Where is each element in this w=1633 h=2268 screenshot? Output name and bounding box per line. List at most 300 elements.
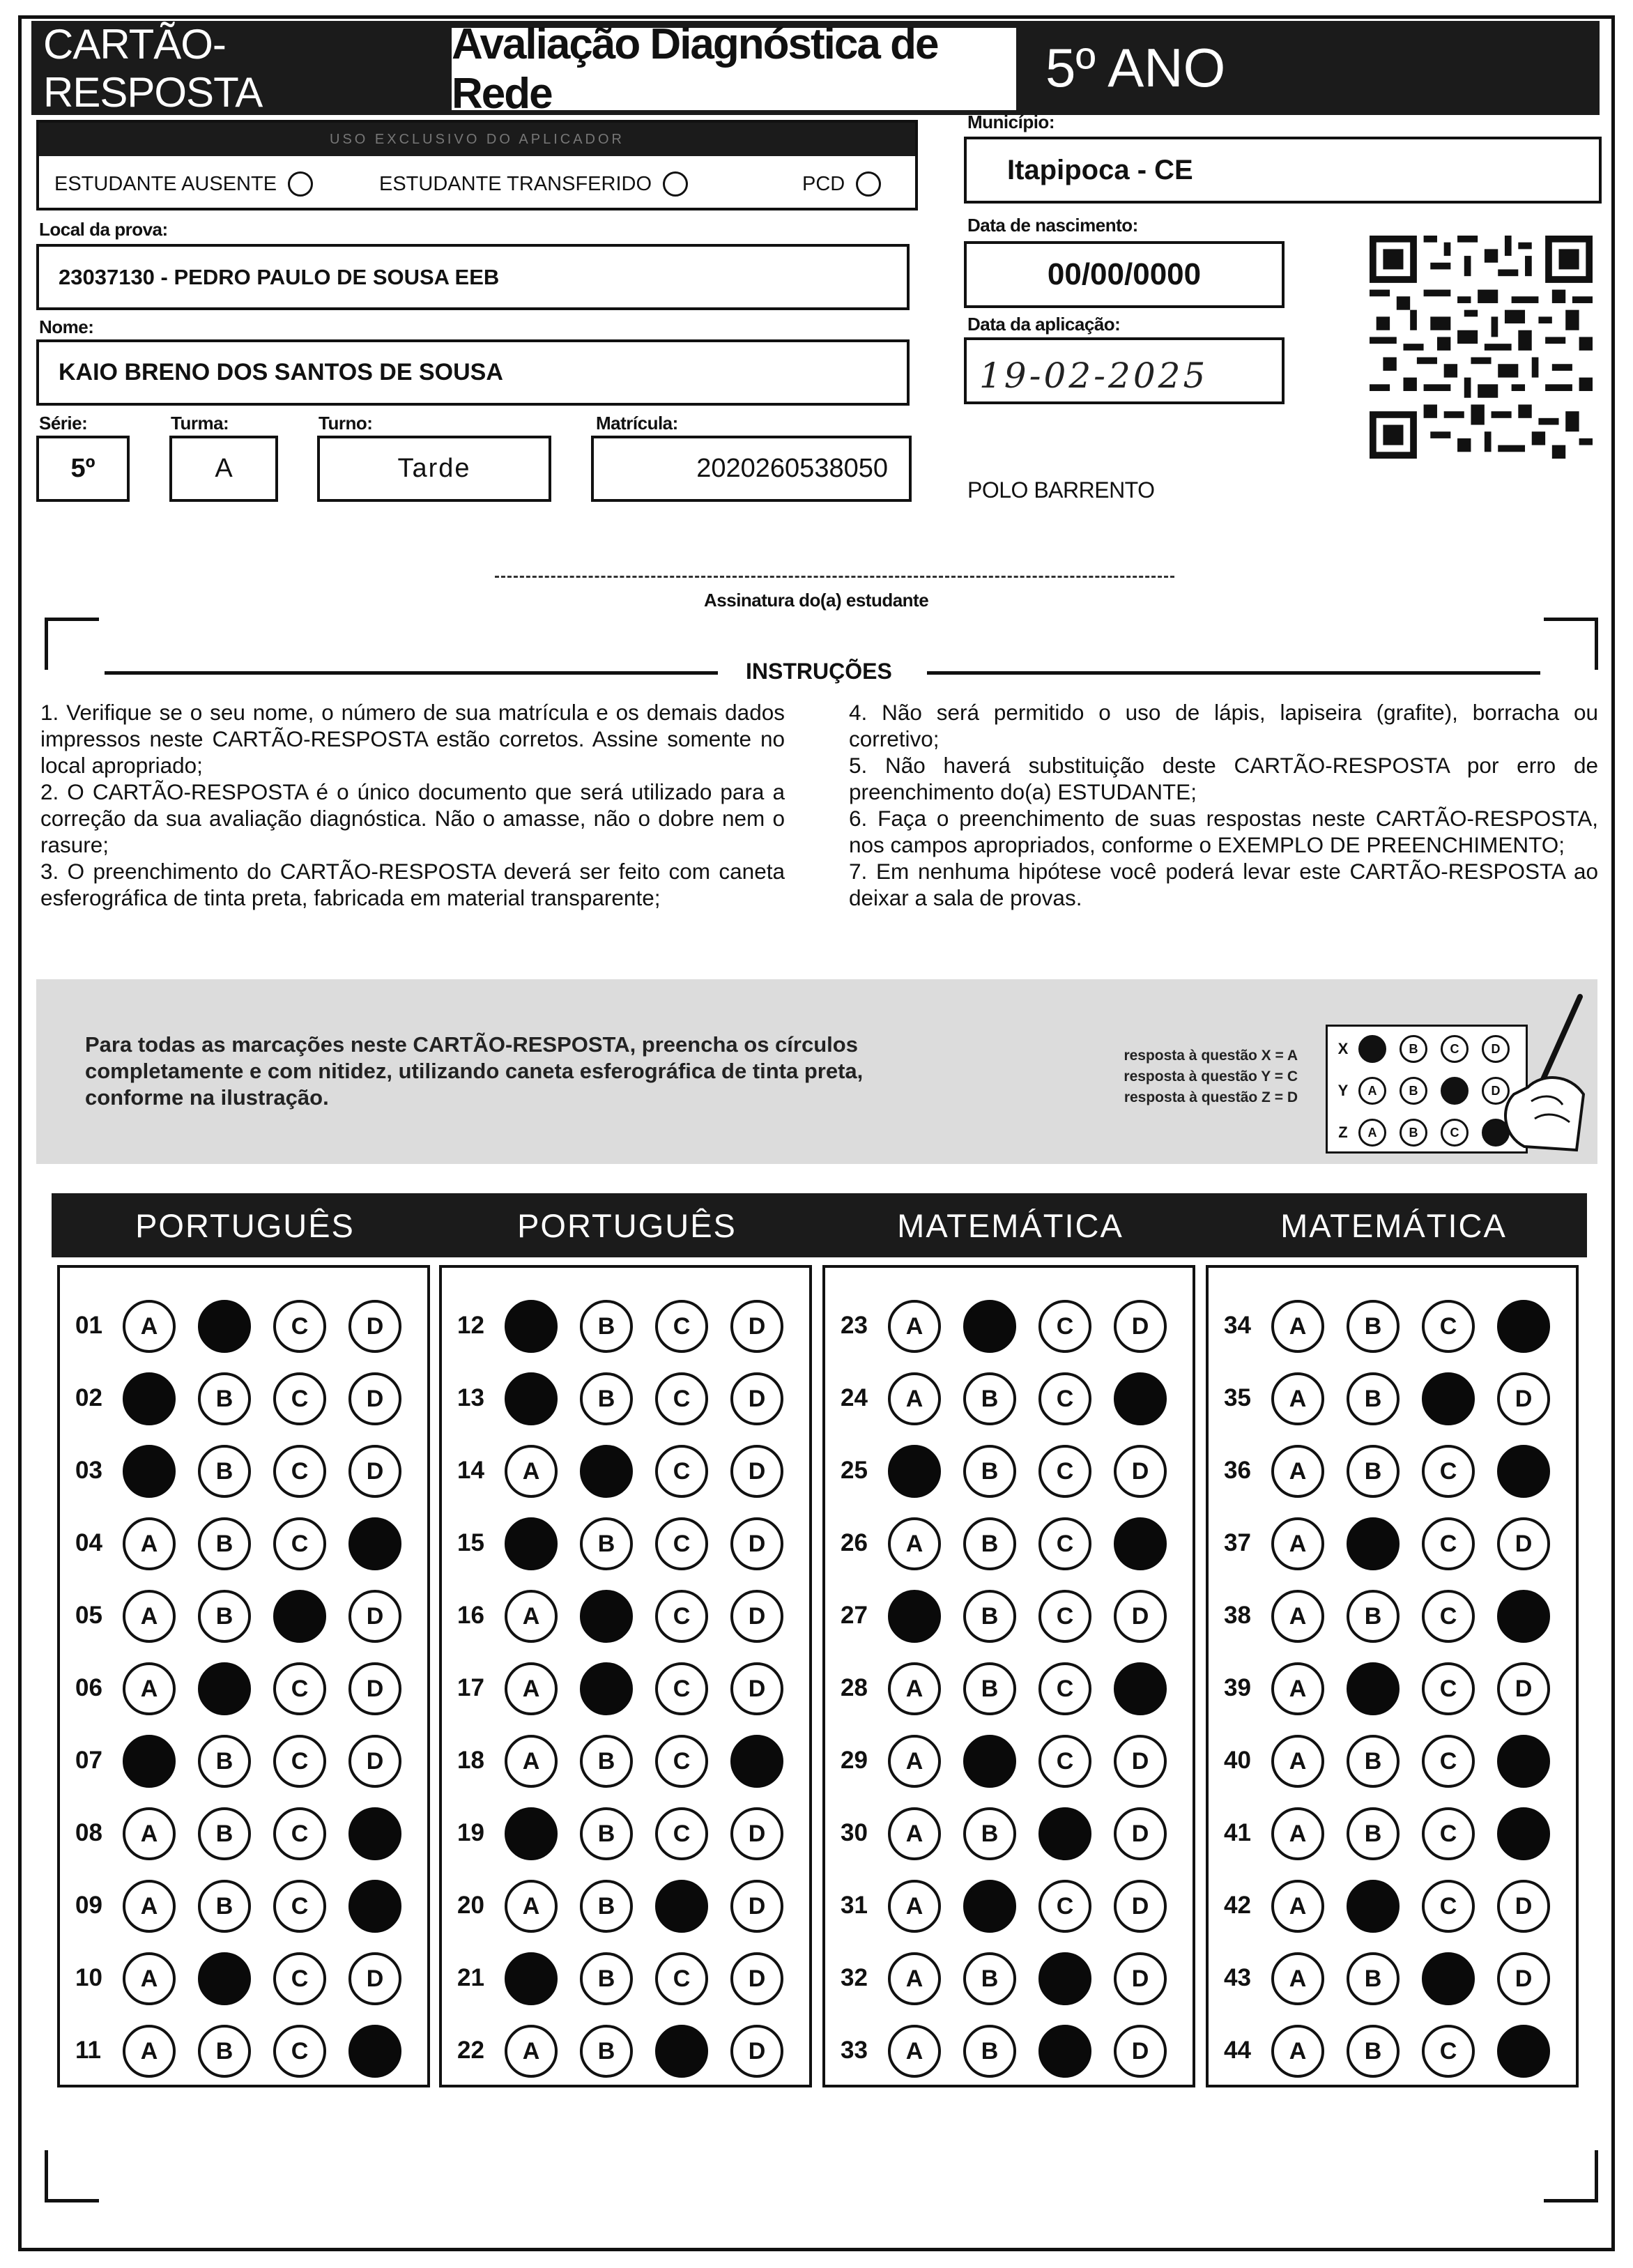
question-number: 07 [75,1747,102,1774]
answer-bubble-c[interactable]: C [1422,1662,1475,1715]
example-legend-y: resposta à questão Y = C [1124,1068,1298,1085]
answer-bubble-b[interactable]: B [963,1662,1016,1715]
example-bubble: C [1441,1035,1469,1063]
answer-bubble-b[interactable] [580,1662,633,1715]
answer-bubble-b[interactable]: B [963,1590,1016,1643]
transferred-label: ESTUDANTE TRANSFERIDO [379,172,652,195]
absent-label: ESTUDANTE AUSENTE [54,172,277,195]
answer-bubble-a[interactable]: A [505,1735,558,1788]
answer-bubble-a[interactable]: A [888,1735,941,1788]
answer-bubble-c[interactable]: C [1038,1517,1091,1570]
question-row [60,1584,427,1647]
answer-bubble-c[interactable] [1422,1372,1475,1425]
answer-bubble-b[interactable]: B [198,2025,251,2078]
answer-bubble-d[interactable] [1497,1300,1550,1353]
instruction-2: 2. O CARTÃO-RESPOSTA é o único documento que será utilizado para a correção da sua avaliação diagnóstica. Não o amasse, não o dobre nem o rasure; [40,779,785,857]
answer-bubble-d[interactable]: D [348,1300,401,1353]
question-number: 04 [75,1529,102,1556]
question-row [60,1367,427,1430]
answer-bubble-d[interactable]: D [730,1662,783,1715]
answer-bubble-d[interactable]: D [1114,2025,1167,2078]
fill-example [36,979,1597,1164]
absent-option[interactable] [54,171,313,197]
question-number: 11 [75,2037,101,2064]
answer-bubble-d[interactable]: D [348,1662,401,1715]
answer-bubble-c[interactable]: C [1422,1445,1475,1498]
aplicacao-handwritten: 19-02-2025 [979,355,1209,396]
question-number: 08 [75,1819,102,1846]
question-row [1209,1947,1576,2009]
answer-bubble-d[interactable]: D [1114,1445,1167,1498]
question-number: 26 [841,1529,868,1556]
question-row [1209,1802,1576,1864]
answer-bubble-c[interactable]: C [273,1735,326,1788]
pen-hand-icon [1493,990,1590,1157]
instructions-rule-right [927,671,1540,675]
answer-bubble-a[interactable] [888,1445,941,1498]
answer-bubble-c[interactable]: C [273,1807,326,1860]
answer-bubble-c[interactable]: C [1422,1807,1475,1860]
instructions-rule-left [105,671,718,675]
answer-bubble-a[interactable]: A [1271,1880,1324,1933]
answer-bubble-a[interactable] [505,1372,558,1425]
answer-bubble-d[interactable] [348,2025,401,2078]
question-row [825,1947,1193,2009]
answer-bubble-b[interactable]: B [1347,1952,1400,2005]
question-number: 36 [1224,1457,1251,1484]
answer-bubble-d[interactable]: D [1497,1517,1550,1570]
answer-bubble-b[interactable] [580,1590,633,1643]
answer-bubble-b[interactable]: B [1347,2025,1400,2078]
answer-bubble-d[interactable]: D [1497,1662,1550,1715]
answer-bubble-b[interactable]: B [1347,1372,1400,1425]
example-legend-z: resposta à questão Z = D [1124,1089,1298,1105]
question-row [1209,1294,1576,1357]
answer-bubble-d[interactable]: D [1497,1372,1550,1425]
answer-bubble-b[interactable] [198,1952,251,2005]
question-number: 41 [1224,1819,1251,1846]
instruction-3: 3. O preenchimento do CARTÃO-RESPOSTA deverá ser feito com caneta esferográfica de tinta preta, fabricada em material transparente; [40,859,785,910]
question-number: 34 [1224,1312,1251,1339]
question-row [60,1657,427,1719]
answer-bubble-b[interactable] [963,1735,1016,1788]
answer-bubble-c[interactable]: C [1422,1517,1475,1570]
answer-bubble-a[interactable]: A [1271,1517,1324,1570]
matricula-field: 2020260538050 [591,436,912,502]
answer-bubble-c[interactable]: C [1422,1735,1475,1788]
answer-bubble-d[interactable] [1497,2025,1550,2078]
polo-label: POLO BARRENTO [967,477,1155,503]
answer-bubble-b[interactable]: B [580,1880,633,1933]
answer-bubble-b[interactable]: B [580,1952,633,2005]
answer-bubble-c[interactable] [1038,2025,1091,2078]
example-legend [1033,1045,1298,1108]
answer-bubble-a[interactable] [505,1517,558,1570]
answer-bubble-a[interactable]: A [123,1590,176,1643]
answer-bubble-d[interactable]: D [1114,1590,1167,1643]
question-row [60,1874,427,1937]
aplicacao-label: Data da aplicação: [967,314,1121,335]
answer-bubble-c[interactable]: C [655,1662,708,1715]
answer-bubble-d[interactable]: D [1497,1880,1550,1933]
answer-bubble-a[interactable]: A [888,1662,941,1715]
answer-bubble-c[interactable]: C [1038,1445,1091,1498]
example-bubble: C [1441,1119,1469,1147]
answer-bubble-a[interactable]: A [505,1590,558,1643]
answer-bubble-d[interactable]: D [730,1807,783,1860]
answer-bubble-d[interactable]: D [730,1372,783,1425]
answer-bubble-c[interactable]: C [1422,1590,1475,1643]
answer-bubble-b[interactable]: B [580,2025,633,2078]
answer-bubble-d[interactable] [1114,1372,1167,1425]
question-row [442,1294,809,1357]
exam-title: Avaliação Diagnóstica de Rede [452,28,1016,110]
answer-bubble-d[interactable]: D [1497,1952,1550,2005]
answer-bubble-b[interactable]: B [198,1372,251,1425]
turma-label: Turma: [171,413,229,434]
answer-bubble-d[interactable] [348,1880,401,1933]
answer-bubble-c[interactable]: C [273,2025,326,2078]
answer-bubble-c[interactable]: C [273,1372,326,1425]
answer-bubble-c[interactable]: C [1038,1590,1091,1643]
answer-bubble-c[interactable]: C [655,1517,708,1570]
answer-section [57,1265,430,2087]
question-row [825,1439,1193,1502]
turno-label: Turno: [319,413,373,434]
question-number: 17 [457,1674,484,1701]
answer-bubble-b[interactable]: B [198,1517,251,1570]
question-row [60,1802,427,1864]
question-number: 18 [457,1747,484,1774]
answer-bubble-b[interactable] [580,1445,633,1498]
answer-bubble-b[interactable]: B [1347,1807,1400,1860]
answer-bubble-a[interactable]: A [505,1880,558,1933]
answer-bubble-d[interactable] [1497,1735,1550,1788]
answer-bubble-d[interactable] [1497,1807,1550,1860]
answer-bubble-d[interactable]: D [348,1735,401,1788]
answer-bubble-b[interactable]: B [580,1807,633,1860]
answer-bubble-a[interactable]: A [888,1880,941,1933]
answer-bubble-d[interactable]: D [348,1590,401,1643]
answer-bubble-a[interactable] [505,1952,558,2005]
answer-bubble-c[interactable]: C [1422,1880,1475,1933]
example-bubble: A [1358,1119,1386,1147]
pcd-option[interactable] [802,171,881,197]
answer-bubble-b[interactable]: B [963,1372,1016,1425]
answer-bubble-c[interactable]: C [655,1445,708,1498]
question-row [60,1729,427,1792]
answer-bubble-b[interactable]: B [1347,1445,1400,1498]
answer-bubble-c[interactable]: C [273,1880,326,1933]
answer-bubble-b[interactable] [1347,1662,1400,1715]
question-number: 02 [75,1384,102,1411]
question-row [60,1439,427,1502]
answer-bubble-a[interactable]: A [505,2025,558,2078]
answer-bubble-d[interactable] [1114,1517,1167,1570]
answer-bubble-b[interactable]: B [1347,1735,1400,1788]
answer-bubble-d[interactable] [1497,1590,1550,1643]
answer-bubble-a[interactable]: A [123,2025,176,2078]
nascimento-field: 00/00/0000 [964,241,1285,308]
answer-bubble-b[interactable]: B [963,2025,1016,2078]
answer-bubble-a[interactable]: A [888,1300,941,1353]
question-row [825,1657,1193,1719]
answer-bubble-d[interactable]: D [1114,1952,1167,2005]
question-number: 24 [841,1384,868,1411]
question-number: 28 [841,1674,868,1701]
example-row-label: Z [1338,1124,1348,1141]
answer-bubble-a[interactable]: A [1271,1300,1324,1353]
question-number: 37 [1224,1529,1251,1556]
answer-bubble-c[interactable]: C [273,1952,326,2005]
question-row [442,1657,809,1719]
answer-section [1206,1265,1579,2087]
answer-bubble-a[interactable]: A [1271,1662,1324,1715]
answer-bubble-a[interactable]: A [1271,1952,1324,2005]
example-bubble: B [1400,1077,1427,1105]
question-number: 21 [457,1964,484,1991]
question-number: 13 [457,1384,484,1411]
pcd-bubble[interactable] [856,171,881,197]
answer-bubble-a[interactable] [505,1807,558,1860]
answer-bubble-c[interactable]: C [273,1662,326,1715]
answer-section [439,1265,812,2087]
applicator-box [36,120,918,210]
answer-bubble-b[interactable] [963,1300,1016,1353]
answer-bubble-c[interactable]: C [655,1300,708,1353]
answer-bubble-a[interactable] [888,1590,941,1643]
corner-mark-bl [45,2150,99,2202]
answer-bubble-a[interactable]: A [1271,1372,1324,1425]
signature-line [495,576,1174,578]
answer-bubble-b[interactable]: B [963,1807,1016,1860]
answer-bubble-b[interactable]: B [580,1300,633,1353]
answer-bubble-c[interactable] [273,1590,326,1643]
answer-bubble-c[interactable]: C [655,1590,708,1643]
answer-bubble-b[interactable] [963,1880,1016,1933]
turno-field: Tarde [317,436,551,502]
answer-bubble-c[interactable] [1038,1807,1091,1860]
answer-bubble-a[interactable]: A [505,1445,558,1498]
example-bubble [1358,1035,1386,1063]
question-number: 22 [457,2037,484,2064]
instruction-4: 4. Não será permitido o uso de lápis, lapiseira (grafite), borracha ou corretivo; [849,700,1598,751]
answer-bubble-a[interactable]: A [123,1662,176,1715]
answer-bubble-d[interactable]: D [1114,1300,1167,1353]
question-number: 40 [1224,1747,1251,1774]
question-number: 32 [841,1964,868,1991]
answer-bubble-c[interactable] [1038,1952,1091,2005]
answer-bubble-a[interactable]: A [1271,1445,1324,1498]
section-heading: MATEMÁTICA [1200,1193,1587,1257]
question-number: 31 [841,1892,868,1919]
answer-bubble-c[interactable]: C [1422,1300,1475,1353]
answer-bubble-b[interactable] [198,1300,251,1353]
instruction-6: 6. Faça o preenchimento de suas respostas neste CARTÃO-RESPOSTA, nos campos apropriados, conforme o EXEMPLO DE PREENCHIMENTO; [849,806,1598,857]
question-number: 43 [1224,1964,1251,1991]
answer-bubble-d[interactable]: D [348,1445,401,1498]
answer-bubble-b[interactable]: B [198,1735,251,1788]
answer-bubble-b[interactable]: B [580,1372,633,1425]
question-number: 38 [1224,1602,1251,1629]
answer-bubble-c[interactable]: C [273,1300,326,1353]
answer-bubble-d[interactable]: D [1114,1880,1167,1933]
answer-bubble-c[interactable]: C [273,1517,326,1570]
answer-bubble-c[interactable]: C [1038,1735,1091,1788]
answer-bubble-a[interactable]: A [1271,2025,1324,2078]
answer-bubble-a[interactable]: A [123,1300,176,1353]
question-number: 16 [457,1602,484,1629]
question-row [60,2019,427,2082]
answer-bubble-a[interactable]: A [123,1807,176,1860]
answer-bubble-c[interactable]: C [655,1952,708,2005]
answer-bubble-b[interactable]: B [963,1445,1016,1498]
question-number: 30 [841,1819,868,1846]
answer-bubble-d[interactable]: D [730,1880,783,1933]
answer-bubble-c[interactable]: C [273,1445,326,1498]
question-number: 23 [841,1312,868,1339]
question-number: 20 [457,1892,484,1919]
example-bubble: B [1400,1035,1427,1063]
qr-code-icon [1370,236,1593,459]
answer-bubble-b[interactable]: B [198,1590,251,1643]
transferred-option[interactable] [379,171,688,197]
name-field: KAIO BRENO DOS SANTOS DE SOUSA [36,339,910,406]
question-row [825,1874,1193,1937]
answer-bubble-b[interactable]: B [1347,1300,1400,1353]
answer-bubble-a[interactable]: A [888,2025,941,2078]
answer-bubble-d[interactable]: D [730,1952,783,2005]
question-number: 33 [841,2037,868,2064]
answer-bubble-b[interactable] [1347,1880,1400,1933]
serie-label: Série: [39,413,88,434]
answer-bubble-c[interactable]: C [655,1735,708,1788]
answer-bubble-c[interactable]: C [1038,1662,1091,1715]
answer-bubble-c[interactable] [655,1880,708,1933]
answer-bubble-a[interactable]: A [1271,1735,1324,1788]
name-label: Nome: [39,316,94,337]
answer-bubble-d[interactable]: D [1114,1807,1167,1860]
answer-bubble-b[interactable]: B [198,1880,251,1933]
answer-bubble-c[interactable] [655,2025,708,2078]
question-row [442,1729,809,1792]
answer-bubble-b[interactable] [1347,1517,1400,1570]
answer-bubble-c[interactable]: C [1422,2025,1475,2078]
answer-bubble-a[interactable]: A [123,1517,176,1570]
answer-bubble-d[interactable]: D [730,2025,783,2078]
answer-bubble-d[interactable] [730,1735,783,1788]
example-bubble: A [1358,1077,1386,1105]
question-row [442,1367,809,1430]
municipio-field: Itapipoca - CE [964,137,1602,204]
answer-bubble-a[interactable] [123,1445,176,1498]
answer-bubble-c[interactable]: C [1038,1300,1091,1353]
nascimento-label: Data de nascimento: [967,215,1138,236]
answer-bubble-a[interactable]: A [1271,1807,1324,1860]
answer-bubble-b[interactable]: B [963,1517,1016,1570]
location-field: 23037130 - PEDRO PAULO DE SOUSA EEB [36,244,910,310]
answer-bubble-a[interactable] [123,1735,176,1788]
question-number: 01 [75,1312,102,1339]
answer-bubble-a[interactable]: A [1271,1590,1324,1643]
answer-bubble-a[interactable]: A [505,1662,558,1715]
answer-bubble-c[interactable]: C [1038,1880,1091,1933]
matricula-label: Matrícula: [596,413,678,434]
answer-bubble-a[interactable]: A [123,1952,176,2005]
question-number: 09 [75,1892,102,1919]
answer-bubble-c[interactable]: C [1038,1372,1091,1425]
section-heading: PORTUGUÊS [434,1193,820,1257]
answer-bubble-a[interactable] [123,1372,176,1425]
question-row [825,1512,1193,1574]
question-row [442,1584,809,1647]
location-label: Local da prova: [39,219,168,240]
answer-bubble-c[interactable]: C [655,1372,708,1425]
transferred-bubble[interactable] [663,171,688,197]
question-row [1209,1874,1576,1937]
instruction-7: 7. Em nenhuma hipótese você poderá levar este CARTÃO-RESPOSTA ao deixar a sala de provas. [849,859,1598,910]
question-row [1209,1657,1576,1719]
answer-bubble-b[interactable]: B [1347,1590,1400,1643]
answer-bubble-d[interactable]: D [348,1952,401,2005]
answer-bubble-d[interactable]: D [730,1517,783,1570]
absent-bubble[interactable] [288,171,313,197]
corner-mark-br [1544,2150,1598,2202]
question-row [442,1802,809,1864]
question-row [60,1512,427,1574]
answer-bubble-a[interactable]: A [123,1880,176,1933]
answer-bubble-c[interactable]: C [655,1807,708,1860]
answer-bubble-b[interactable]: B [580,1517,633,1570]
question-row [442,1512,809,1574]
answer-bubble-d[interactable]: D [730,1590,783,1643]
instructions-title: INSTRUÇÕES [739,659,899,684]
section-heading: PORTUGUÊS [52,1193,438,1257]
answer-bubble-d[interactable]: D [730,1445,783,1498]
example-bubble [1441,1077,1469,1105]
question-number: 06 [75,1674,102,1701]
answer-bubble-d[interactable] [348,1517,401,1570]
answer-bubble-d[interactable] [348,1807,401,1860]
answer-bubble-a[interactable]: A [888,1372,941,1425]
answer-bubble-d[interactable]: D [348,1372,401,1425]
question-number: 10 [75,1964,102,1991]
instruction-5: 5. Não haverá substituição deste CARTÃO-RESPOSTA por erro de preenchimento do(a) ESTUDANTE; [849,753,1598,804]
answer-bubble-d[interactable]: D [730,1300,783,1353]
answer-bubble-d[interactable] [1497,1445,1550,1498]
answer-bubble-d[interactable] [1114,1662,1167,1715]
question-number: 39 [1224,1674,1251,1701]
question-row [1209,1729,1576,1792]
answer-bubble-a[interactable]: A [888,1952,941,2005]
example-text: Para todas as marcações neste CARTÃO-RESPOSTA, preencha os círculos completamente e com nitidez, utilizando caneta esferográfica de tinta preta, conforme na ilustração. [85,1032,864,1110]
answer-bubble-d[interactable]: D [1114,1735,1167,1788]
answer-bubble-b[interactable]: B [198,1807,251,1860]
instructions-left [40,699,785,911]
answer-bubble-b[interactable]: B [963,1952,1016,2005]
answer-bubble-a[interactable]: A [888,1807,941,1860]
answer-bubble-b[interactable] [198,1662,251,1715]
answer-bubble-c[interactable] [1422,1952,1475,2005]
answer-bubble-b[interactable]: B [198,1445,251,1498]
question-row [1209,1584,1576,1647]
example-row-label: X [1337,1040,1349,1057]
question-row [825,1802,1193,1864]
answer-bubble-a[interactable] [505,1300,558,1353]
instruction-1: 1. Verifique se o seu nome, o número de sua matrícula e os demais dados impressos neste CARTÃO-RESPOSTA estão corretos. Assine somente no local apropriado; [40,700,785,778]
answer-bubble-b[interactable]: B [580,1735,633,1788]
answer-bubble-a[interactable]: A [888,1517,941,1570]
